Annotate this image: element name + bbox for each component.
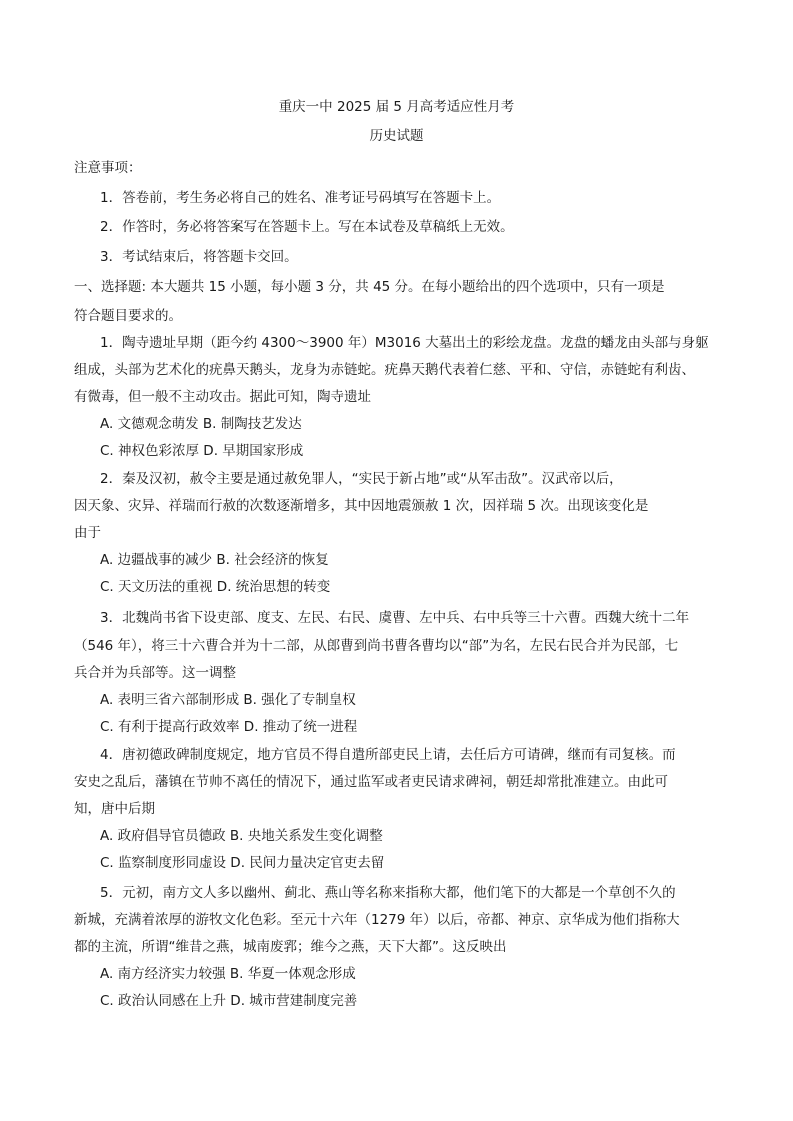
note-item: 3．考试结束后，将答题卡交回。 [100, 249, 298, 265]
question-2-options: A. 边疆战事的减少 B. 社会经济的恢复 [100, 552, 329, 568]
question-5-options: A. 南方经济实力较强 B. 华夏一体观念形成 [100, 966, 356, 982]
exam-subject: 历史试题 [369, 128, 424, 144]
question-2-options: C. 天文历法的重视 D. 统治思想的转变 [100, 579, 331, 595]
question-2-stem: 因天象、灾异、祥瑞而行赦的次数逐渐增多，其中因地震颁赦 1 次，因祥瑞 5 次。出现该变化是 [74, 498, 649, 514]
question-3-stem: 兵合并为兵部等。这一调整 [74, 665, 236, 681]
question-1-stem: 组成，头部为艺术化的疣鼻天鹅头，龙身为赤链蛇。疣鼻天鹅代表着仁慈、平和、守信，赤链蛇有利齿、 [74, 362, 695, 378]
question-1-options: A. 文德观念萌发 B. 制陶技艺发达 [100, 416, 302, 432]
question-5-stem: 都的主流，所谓“维昔之燕，城南废郛；维今之燕，天下大都”。这反映出 [74, 939, 507, 955]
question-3-options: A. 表明三省六部制形成 B. 强化了专制皇权 [100, 692, 356, 708]
question-3-stem: 3．北魏尚书省下设吏部、度支、左民、右民、虞曹、左中兵、右中兵等三十六曹。西魏大统十二年 [100, 610, 690, 626]
question-4-options: C. 监察制度形同虚设 D. 民间力量决定官吏去留 [100, 855, 385, 871]
question-5-stem: 新城，充满着浓厚的游牧文化色彩。至元十六年（1279 年）以后，帝都、神京、京华成为他们指称大 [74, 912, 680, 928]
note-item: 2．作答时，务必将答案写在答题卡上。写在本试卷及草稿纸上无效。 [100, 219, 514, 235]
question-4-stem: 4．唐初德政碑制度规定，地方官员不得自遣所部吏民上请，去任后方可请碑，继而有司复核。而 [100, 747, 676, 763]
question-4-options: A. 政府倡导官员德政 B. 央地关系发生变化调整 [100, 828, 383, 844]
question-5-options: C. 政治认同感在上升 D. 城市营建制度完善 [100, 993, 358, 1009]
question-2-stem: 由于 [74, 525, 101, 541]
exam-title: 重庆一中 2025 届 5 月高考适应性月考 [278, 99, 515, 115]
notes-heading: 注意事项： [74, 160, 142, 176]
section-instruction: 一、选择题: 本大题共 15 小题，每小题 3 分，共 45 分。在每小题给出的四个选项中，只有一项是 [74, 279, 665, 295]
note-item: 1．答卷前，考生务必将自己的姓名、准考证号码填写在答题卡上。 [100, 190, 501, 206]
question-3-options: C. 有利于提高行政效率 D. 推动了统一进程 [100, 719, 358, 735]
question-3-stem: （546 年），将三十六曹合并为十二部，从郎曹到尚书曹各曹均以“部”为名，左民右民合并为民部，七 [74, 638, 679, 654]
question-4-stem: 知，唐中后期 [74, 801, 155, 817]
question-5-stem: 5．元初，南方文人多以幽州、蓟北、燕山等名称来指称大都，他们笔下的大都是一个草创不久的 [100, 885, 676, 901]
question-2-stem: 2．秦及汉初，赦令主要是通过赦免罪人，“实民于新占地”或“从军击敌”。汉武帝以后， [100, 471, 623, 487]
question-1-stem: 1．陶寺遗址早期（距今约 4300～3900 年）M3016 大墓出土的彩绘龙盘。龙盘的蟠龙由头部与身躯 [100, 335, 709, 351]
question-1-stem: 有微毒，但一般不主动攻击。据此可知，陶寺遗址 [74, 389, 371, 405]
question-1-options: C. 神权色彩浓厚 D. 早期国家形成 [100, 443, 304, 459]
question-4-stem: 安史之乱后，藩镇在节帅不离任的情况下，通过监军或者吏民请求碑祠，朝廷却常批准建立。由此可 [74, 774, 668, 790]
section-instruction: 符合题目要求的。 [74, 308, 182, 324]
